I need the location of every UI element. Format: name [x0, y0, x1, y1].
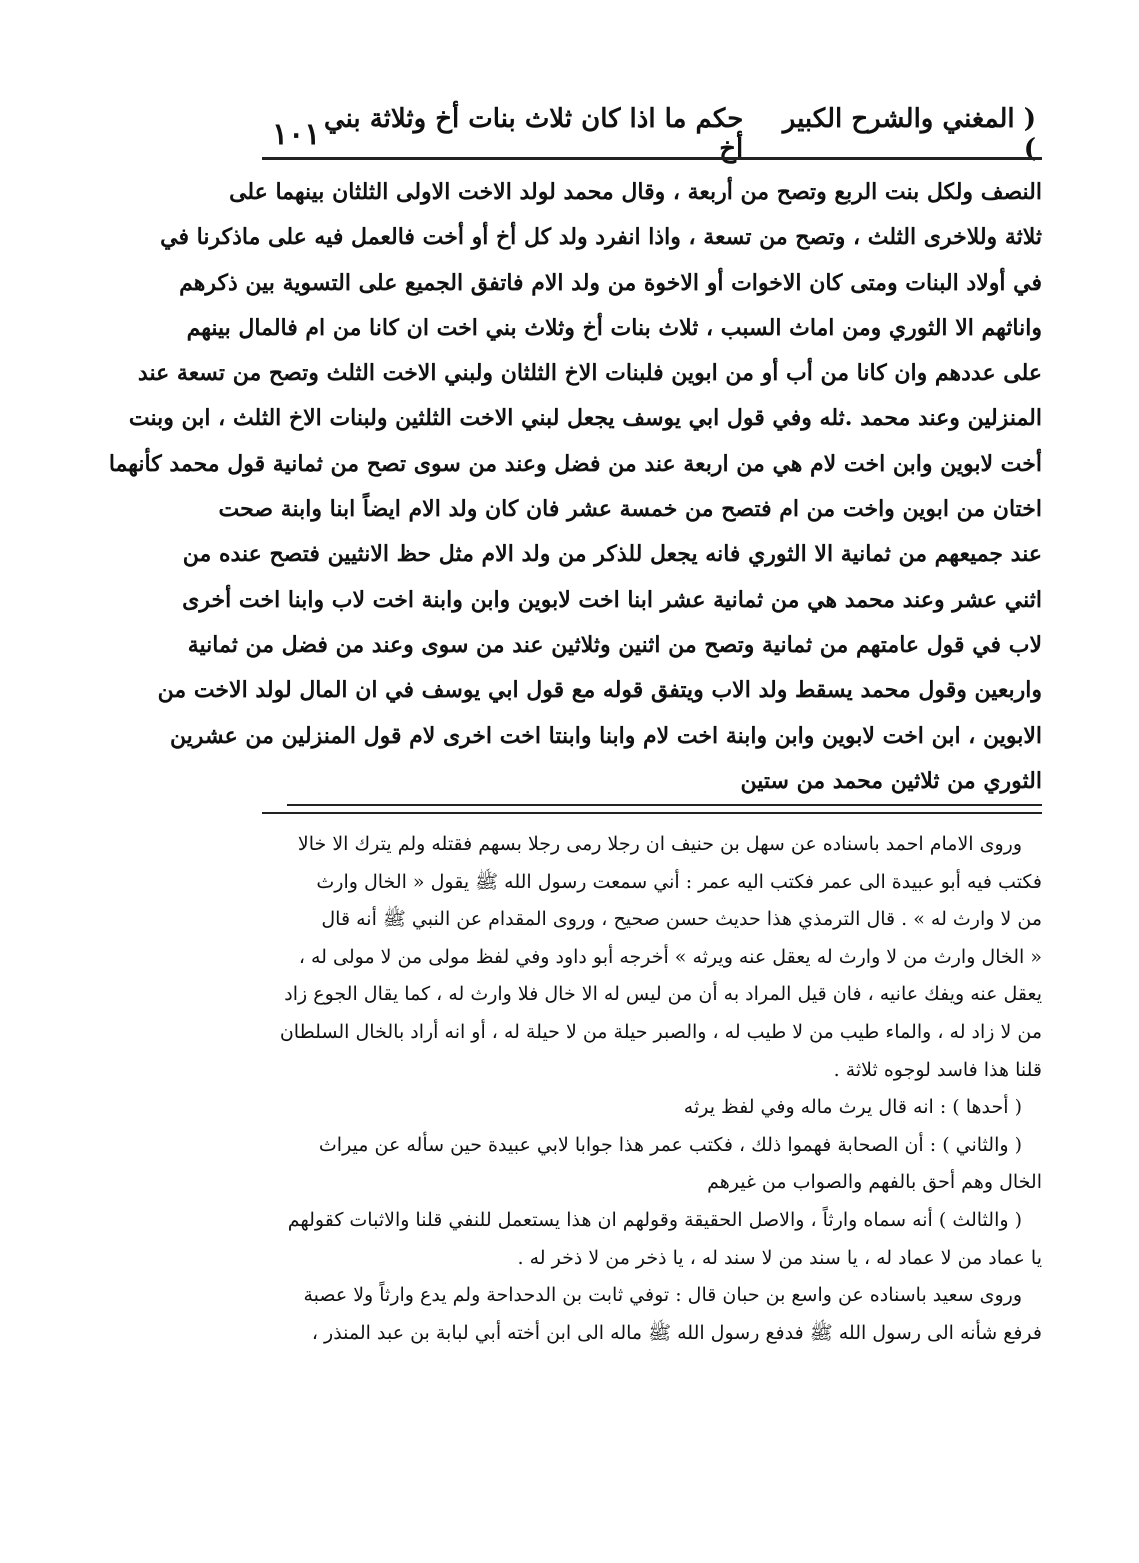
main-text	[108, 170, 1042, 804]
text-line: واناثهم الا الثوري ومن اماث السبب ، ثلاث بنات أخ وثلاث بني اخت ان كانا من ام فالمال بينهم	[186, 314, 1042, 341]
text-line: عند جميعهم من ثمانية الا الثوري فانه يجعل للذكر من ولد الام مثل حظ الانثيين فتصح عنده من	[182, 541, 1042, 568]
text-line: « الخال وارث من لا وارث له يعقل عنه ويرثه » أخرجه أبو داود وفي لفظ مولى من لا مولى له ،	[298, 945, 1042, 968]
text-line: ( والثاني ) : أن الصحابة فهموا ذلك ، فكتب عمر هذا جوابا لابي عبيدة حين سأله عن ميراث	[318, 1133, 1022, 1156]
text-line: ( أحدها ) : انه قال يرث ماله وفي لفظ يرثه	[683, 1096, 1022, 1119]
text-line: أخت لابوين وابن اخت لام هي من اربعة عند من فضل وعند من سوى تصح من ثمانية قول محمد كأنهما	[108, 450, 1042, 477]
text-line: المنزلين وعند محمد .ثله وفي قول ابي يوسف يجعل لبني الاخت الثلثين ولبنات الاخ الثلث ، ابن وبنت	[128, 405, 1042, 432]
text-line: من لا زاد له ، والماء طيب من لا طيب له ، والصبر حيلة من لا حيلة له ، أو انه أراد بالخال السلطان	[279, 1020, 1042, 1043]
text-line: وروى سعيد باسناده عن واسع بن حبان قال : توفي ثابت بن الدحداحة ولم يدع وارثاً ولا عصبة	[303, 1284, 1022, 1307]
text-line: النصف ولكل بنت الربع وتصح من أربعة ، وقال محمد لولد الاخت الاولى الثلثان بينهما على	[229, 179, 1042, 205]
section-divider	[287, 804, 1042, 806]
text-line: ثلاثة وللاخرى الثلث ، وتصح من تسعة ، واذا انفرد ولد كل أخ أو أخت فالعمل فيه على ماذكرنا في	[160, 224, 1042, 251]
book-title: ( المغني والشرح الكبير )	[782, 104, 1036, 164]
text-line: الخال وهم أحق بالفهم والصواب من غيرهم	[707, 1171, 1042, 1194]
text-line: قلنا هذا فاسد لوجوه ثلاثة .	[833, 1058, 1042, 1081]
text-line: ( والثالث ) أنه سماه وارثاً ، والاصل الحقيقة وقولهم ان هذا يستعمل للنفي قلنا والاثبات كقولهم	[287, 1208, 1022, 1231]
text-line: فرفع شأنه الى رسول الله ﷺ فدفع رسول الله ﷺ ماله الى ابن أخته أبي لبابة بن عبد المنذر ،	[311, 1321, 1042, 1344]
text-line: يعقل عنه ويفك عانيه ، فان قيل المراد به أن من ليس له الا خال فلا وارث له ، كما يقال الجوع زاد	[284, 983, 1042, 1006]
text-line: على عددهم وان كانا من أب أو من ابوين فلبنات الاخ الثلثان ولبني الاخت الثلث وتصح من تسعة عند	[137, 360, 1042, 387]
text-line: واربعين وقول محمد يسقط ولد الاب ويتفق قوله مع قول ابي يوسف في ان المال لولد الاخت من	[157, 677, 1042, 704]
text-line: يا عماد من لا عماد له ، يا سند من لا سند له ، يا ذخر من لا ذخر له .	[517, 1246, 1042, 1269]
text-line: فكتب فيه أبو عبيدة الى عمر فكتب اليه عمر : أني سمعت رسول الله ﷺ يقول « الخال وارث	[316, 870, 1042, 893]
text-line: الابوين ، ابن اخت لابوين وابن وابنة اخت لام وابنا وابنتا اخت اخرى لام قول المنزلين من عشرين	[169, 722, 1042, 749]
page-number: ١٠١	[272, 116, 321, 152]
text-line: في أولاد البنات ومتى كان الاخوات أو الاخوة من ولد الام فاتفق الجميع على التسوية بين ذكرهم	[179, 269, 1042, 296]
text-line: الثوري من ثلاثين محمد من ستين	[740, 767, 1042, 794]
text-line: وروى الامام احمد باسناده عن سهل بن حنيف ان رجلا رمى رجلا بسهم فقتله ولم يترك الا خالا	[297, 833, 1022, 855]
commentary-text	[262, 826, 1042, 1352]
header-rule	[262, 157, 1042, 160]
section-divider	[262, 812, 1042, 814]
page-header	[262, 104, 1042, 164]
text-line: من لا وارث له » . قال الترمذي هذا حديث حسن صحيح ، وروى المقدام عن النبي ﷺ أنه قال	[321, 908, 1042, 931]
text-line: اختان من ابوين واخت من ام فتصح من خمسة عشر فان كان ولد الام ايضاً ابنا وابنة صحت	[218, 496, 1042, 523]
section-subject: حكم ما اذا كان ثلاث بنات أخ وثلاثة بني أخ	[323, 104, 744, 164]
text-line: لاب في قول عامتهم من ثمانية وتصح من اثنين وثلاثين عند من سوى وعند من فضل من ثمانية	[187, 631, 1042, 658]
text-line: اثني عشر وعند محمد هي من ثمانية عشر ابنا اخت لابوين وابن وابنة اخت لاب وابنا اخت أخرى	[182, 586, 1042, 613]
